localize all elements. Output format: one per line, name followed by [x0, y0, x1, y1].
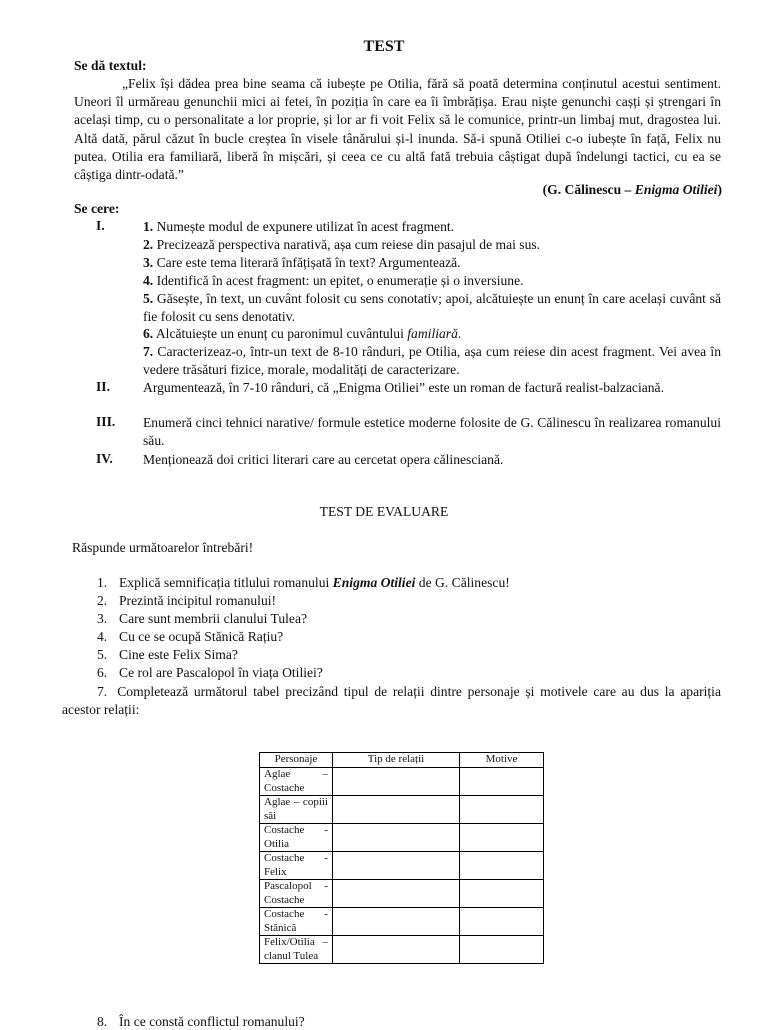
task-num: 5. [143, 291, 154, 306]
question-num: 5. [97, 647, 108, 662]
motive-cell[interactable] [460, 852, 544, 880]
task-text: Precizează perspectiva narativă, așa cum reiese din pasajul de mai sus. [153, 237, 541, 252]
question-num: 3. [97, 611, 108, 626]
task-item-1 [143, 218, 721, 236]
question-8 [97, 1014, 305, 1030]
task-text: Caracterizeaz-o, într-un text de 8-10 rânduri, pe Otilia, așa cum reiese din acest fragment. Vei avea în vedere trăsături fizice, morale, modalități de caracterizare. [143, 344, 721, 377]
question-text: Completează următorul tabel precizând tipul de relații dintre personaje și motivele care au dus la apariția acestor relații: [62, 684, 721, 717]
novel-title: Enigma Otiliei [332, 575, 416, 590]
character-pair-cell: Aglae – Costache [260, 768, 333, 796]
character-pair-cell: Pascalopol - Costache [260, 880, 333, 908]
roman-numeral-1: I. [96, 218, 105, 233]
task-end: . [457, 326, 462, 341]
question-2 [97, 593, 276, 609]
question-text: Prezintă incipitul romanului! [119, 593, 277, 608]
question-5 [97, 647, 238, 663]
question-7 [62, 683, 721, 718]
task-item-5 [143, 290, 721, 326]
citation [543, 182, 722, 198]
task-item-3 [143, 254, 721, 272]
task-text: Numește modul de expunere utilizat în acest fragment. [153, 219, 455, 234]
table-row [260, 852, 544, 880]
relation-type-cell[interactable] [333, 880, 460, 908]
passage-text: „Felix își dădea prea bine seama că iubește pe Otilia, fără să poată determina conținutul acestui sentiment. Uneori îl urmăreau genunchii mici ai fetei, în poziția în care ea îi îmbrățișa. Erau niște genunchi cașți și ștrengari în același timp, cu o personalitate a lor proprie, și lor ar fi voit Felix să le comunice, printr-un limbaj mut, dragostea lui. Altă dată, părul căzut în bucle creștea în visele tânărului și-l inunda. Să-i spună Otiliei c-o iubește în față, Felix nu putea. Otilia era familiară, liberă în mișcări, și ceea ce cu altă fată trebuia câștigat după îndelungi tactici, cu ea se câștiga dintr-odată.” [74, 76, 721, 183]
question-text: În ce constă conflictul romanului? [119, 1014, 305, 1029]
table-header-row [260, 753, 544, 768]
task-num: 1. [143, 219, 154, 234]
literary-passage [74, 75, 721, 184]
motive-cell[interactable] [460, 880, 544, 908]
task-num: 3. [143, 255, 154, 270]
motive-cell[interactable] [460, 768, 544, 796]
relations-table [259, 752, 544, 964]
motive-cell[interactable] [460, 796, 544, 824]
character-pair-cell: Aglae – copiii săi [260, 796, 333, 824]
task-text: Care este tema literară înfățișată în text? Argumentează. [153, 255, 461, 270]
question-num: 4. [97, 629, 108, 644]
motive-cell[interactable] [460, 824, 544, 852]
table-row [260, 796, 544, 824]
table-row [260, 824, 544, 852]
question-num: 7. [97, 684, 108, 699]
task-text: Găsește, în text, un cuvânt folosit cu sens conotativ; apoi, alcătuiește un enunț în care același cuvânt să fie folosit cu sens denotativ. [143, 291, 721, 324]
requirements-label: Se cere: [74, 201, 120, 216]
question-text: Ce rol are Pascalopol în viața Otiliei? [119, 665, 323, 680]
relation-type-cell[interactable] [333, 852, 460, 880]
task-num: 6. [143, 326, 154, 341]
question-num: 6. [97, 665, 108, 680]
question-1 [97, 575, 510, 591]
roman-numeral-2: II. [96, 379, 110, 394]
question-num: 8. [97, 1014, 108, 1029]
evaluation-instruction: Răspunde următoarelor întrebări! [72, 540, 254, 555]
roman-numeral-4: IV. [96, 451, 113, 466]
question-4 [97, 629, 283, 645]
relation-type-cell[interactable] [333, 768, 460, 796]
task-item-7 [143, 343, 721, 379]
question-text: Care sunt membrii clanului Tulea? [119, 611, 308, 626]
roman-numeral-3: III. [96, 414, 116, 429]
table-row [260, 768, 544, 796]
relation-type-cell[interactable] [333, 908, 460, 936]
citation-close: ) [717, 182, 722, 197]
task-2: Argumentează, în 7-10 rânduri, că „Enigma Otiliei” este un roman de factură realist-balzaciană. [143, 380, 664, 395]
table-row [260, 908, 544, 936]
character-pair-cell: Costache - Otilia [260, 824, 333, 852]
character-pair-cell: Costache - Stănică [260, 908, 333, 936]
relation-type-cell[interactable] [333, 824, 460, 852]
table-row [260, 936, 544, 964]
character-pair-cell: Felix/Otilia – clanul Tulea [260, 936, 333, 964]
question-text: Cine este Felix Sima? [119, 647, 238, 662]
header-personaje: Personaje [260, 753, 333, 768]
question-num: 2. [97, 593, 108, 608]
test-title: TEST [363, 38, 405, 55]
task-text: Identifică în acest fragment: un epitet, o enumerație și o inversiune. [153, 273, 524, 288]
task-item-4 [143, 272, 721, 290]
given-text-label: Se dă textul: [74, 58, 147, 73]
question-3 [97, 611, 307, 627]
citation-author: (G. Călinescu – [542, 182, 635, 197]
table-row [260, 880, 544, 908]
question-num: 1. [97, 575, 108, 590]
header-tip-relatii: Tip de relații [333, 753, 460, 768]
question-text-end: de G. Călinescu! [415, 575, 510, 590]
question-text: Explică semnificația titlului romanului [119, 575, 333, 590]
evaluation-title: TEST DE EVALUARE [319, 504, 449, 519]
task-4: Menționează doi critici literari care au cercetat opera călinesciană. [143, 452, 504, 467]
motive-cell[interactable] [460, 908, 544, 936]
question-6 [97, 665, 323, 681]
header-motive: Motive [460, 753, 544, 768]
task-num: 2. [143, 237, 154, 252]
relation-type-cell[interactable] [333, 796, 460, 824]
task-num: 4. [143, 273, 154, 288]
task-italic-word: familiară [407, 326, 458, 341]
task-text: Alcătuiește un enunț cu paronimul cuvântului [153, 326, 408, 341]
task-item-6 [143, 325, 721, 343]
question-text: Cu ce se ocupă Stănică Rațiu? [119, 629, 284, 644]
relation-type-cell[interactable] [333, 936, 460, 964]
citation-work: Enigma Otiliei [634, 182, 718, 197]
task-item-2 [143, 236, 721, 254]
character-pair-cell: Costache - Felix [260, 852, 333, 880]
task-3: Enumeră cinci tehnici narative/ formule estetice moderne folosite de G. Călinescu în realizarea romanului său. [143, 415, 721, 448]
motive-cell[interactable] [460, 936, 544, 964]
task-num: 7. [143, 344, 154, 359]
